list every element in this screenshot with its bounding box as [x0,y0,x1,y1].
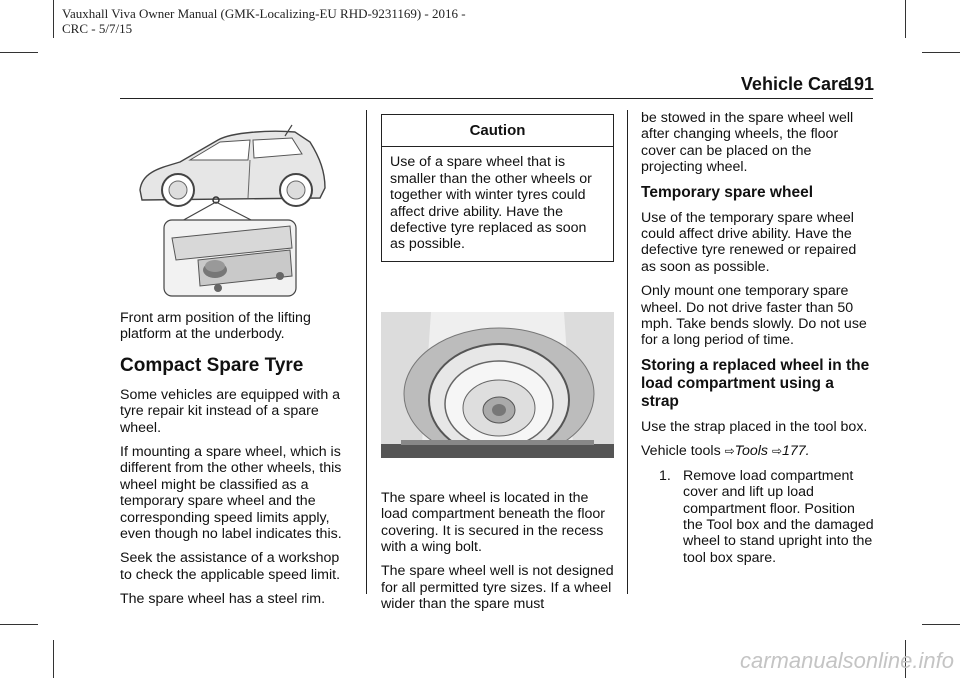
paragraph: Some vehicles are equipped with a tyre repair kit instead of a spare wheel. [120,386,341,436]
meta-line-1: Vauxhall Viva Owner Manual (GMK-Localizing-EU RHD-9231169) - 2016 - [62,6,466,21]
subsection-heading: Temporary spare wheel [641,183,814,201]
column-1 [120,110,352,616]
header-rule [120,98,873,99]
paragraph: Use of the temporary spare wheel could affect drive ability. Have the defective tyre renewed or repaired as soon as possible. [641,209,857,275]
tools-reference [641,443,874,459]
subsection-heading: Storing a replaced wheel in the load compartment using a strap [641,356,870,410]
column-divider [627,110,628,594]
tools-page-link[interactable]: 177. [781,443,810,460]
crop-mark [0,624,38,625]
figure-caption: Front arm position of the lifting platform at the underbody. [120,310,311,343]
section-heading: Compact Spare Tyre [120,354,304,376]
paragraph: be stowed in the spare wheel well after changing wheels, the floor cover can be placed on the projecting wheel. [641,110,854,176]
paragraph: Seek the assistance of a workshop to check the applicable speed limit. [120,550,341,583]
page-number: 191 [843,74,874,94]
caution-title: Caution [382,115,613,147]
cross-reference-arrow-icon: ⇨ [771,444,783,459]
step-number: 1. [659,467,671,484]
watermark: carmanualsonline.info [739,648,954,673]
crop-mark [905,0,906,38]
paragraph: Use the strap placed in the tool box. [641,418,868,435]
paragraph: The spare wheel is located in the load compartment beneath the floor covering. It is secured in the recess with a wing bolt. [381,489,605,556]
caution-box [381,114,614,262]
crop-mark [922,52,960,53]
meta-line-2: CRC - 5/7/15 [62,21,133,36]
tools-link[interactable]: Tools [734,443,769,460]
crop-mark [0,52,38,53]
spare-wheel-well-illustration-icon [381,312,614,458]
step-text: Remove load compartment cover and lift up load compartment floor. Position the Tool box and the damaged wheel to stand upright into the tool box spare. [683,467,874,566]
paragraph: The spare wheel has a steel rim. [120,591,326,608]
section-title: Vehicle Care [740,74,848,94]
list-item [659,468,874,566]
paragraph: Only mount one temporary spare wheel. Do not drive faster than 50 mph. Take bends slowly. Do not use for a long period of time. [641,283,867,349]
column-divider [366,110,367,594]
paragraph: If mounting a spare wheel, which is different from the other wheels, this wheel might be classified as a temporary spare wheel and the corresponding speed limits apply, even though no label indicates this. [120,444,342,543]
document-meta [62,6,466,36]
crop-mark [53,0,54,38]
caution-text: Use of a spare wheel that is smaller than the other wheels or together with winter tyres could affect drive ability. Have the defective tyre replaced as soon as possible. [390,154,592,253]
car-lifting-point-illustration-icon [120,110,352,300]
cross-reference-arrow-icon: ⇨ [724,444,735,459]
tools-prefix: Vehicle tools [641,443,721,460]
crop-mark [922,624,960,625]
column-2 [381,110,614,621]
column-3 [641,110,874,566]
paragraph: The spare wheel well is not designed for all permitted tyre sizes. If a wheel wider than the spare must [381,563,614,613]
